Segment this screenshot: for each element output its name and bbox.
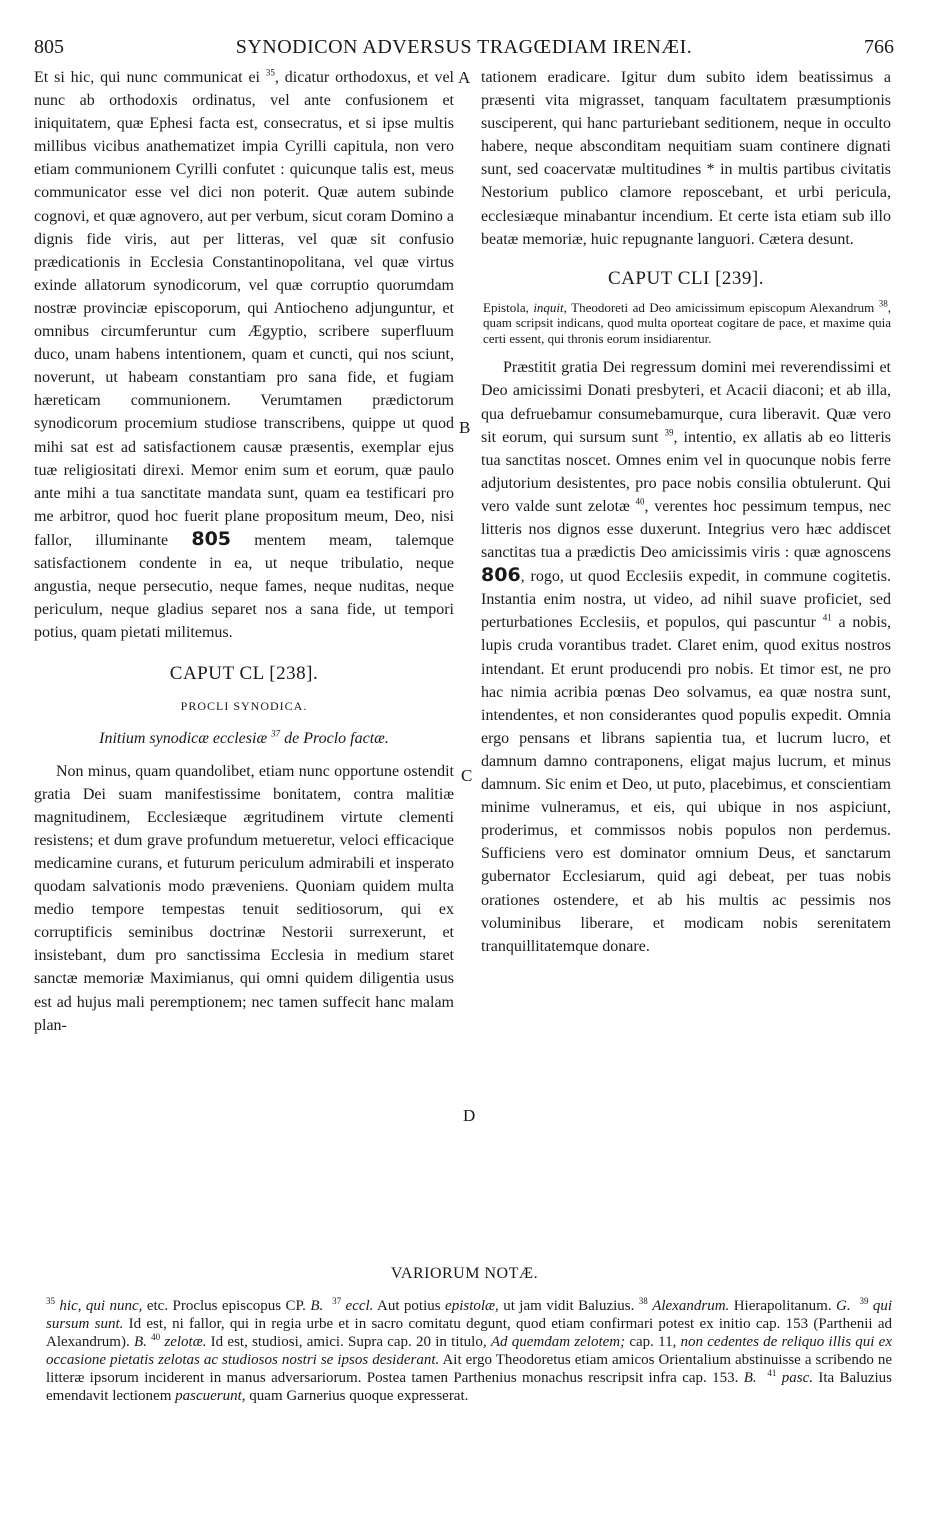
note-38-lemma: Alexandrum.	[652, 1298, 730, 1314]
argument-text-a: Epistola,	[483, 299, 534, 315]
note-40-lemma: zelotæ.	[164, 1334, 207, 1350]
note-number-41: 41	[767, 1368, 777, 1378]
footnote-ref-37: 37	[271, 728, 281, 739]
note-41-italic: pascuerunt,	[175, 1388, 246, 1404]
column-number-806: 806	[481, 564, 521, 587]
note-37-text-b: ut jam vidit Baluzius.	[498, 1298, 635, 1314]
note-40-text-a: Id est, studiosi, amici. Supra cap. 20 in titulo,	[206, 1334, 491, 1350]
right-paragraph-1	[481, 356, 891, 957]
footnote-ref-39: 39	[664, 427, 674, 438]
note-39-lemma: qui sursum sunt.	[46, 1298, 893, 1332]
note-number-35: 35	[46, 1296, 55, 1306]
note-number-37: 37	[332, 1296, 342, 1306]
column-number-805: 805	[191, 527, 232, 550]
page-number-right: 766	[864, 36, 894, 58]
left-paragraph-2: Non minus, quam quandolibet, etiam nunc opportune ostendit gratia Dei suam manifestissime bonitatem, contra malitiæ magnitudinem, Ecclesiæque ægritudinem virtute clementi resistens; et dum grave profundum metueretur, veloci efficacique medicamine curans, et futurum periculum admirabili et insperato quodam salvationis modo præveniens. Quoniam quidem multa medio tempore tempestas tenuit seditiosorum, qui ex corruptificis seminibus doctrinæ Nestorii surrexerunt, et insistebant, dum pro sanctissima Ecclesia in medium staret sanctæ memoriæ Maximianus, qui omni quidem diligentia usus est ad hujus mali peremptionem; nec tamen suffecit hanc malam plan-	[34, 762, 454, 1034]
left-p1-text-c: mentem meam, talemque satisfactionem condente in ea, ut neque tribulatio, neque angustia, neque persecutio, neque fames, neque nuditas, neque periculum, neque gladius separet nos a sana fide, ut tempori potius, quam pietati militemus.	[34, 531, 454, 642]
right-paragraph-0: tationem eradicare. Igitur dum subito idem beatissimus a præsenti vita migrasset, tanquam facultatem præsumptionis susciperent, qui hanc parturiebant seditionem, neque in occulto habere, neque absconditam nequitiam suam continere dignati sunt, sed coacervatæ multitudines * in multis partibus civitatis Nestorium publico clamore reposcebant, et urbi pericula, ecclesiæque minabantur incendium. Et certe ista etiam sub illo beatæ memoriæ, huic repugnante languori. Cætera desunt.	[481, 69, 891, 248]
argument-text-b: , Theodoreti ad Deo amicissimum episcopum Alexandrum	[563, 299, 879, 315]
running-title: SYNODICON ADVERSUS TRAGŒDIAM IRENÆI.	[235, 36, 693, 58]
right-p1-text-e: a nobis, lupis cruda vorantibus tradet. Claret enim, quod exitus nostros intendant. Et erunt producendi pro nobis. Et timor est, ne pro hac nimia acribia pœnas Deo solvamus, ea quæ nostra sunt, intendentes, et non considerantes quod populis expedit. Omnia ergo pensans et librans sapientia tua, et lucrum lucro, et damnum damno contraponens, eligat majus lucrum, et minus damnum. Sic enim et Deo, ut puto, placebimus, et conscientiam minime vulneramus, et eis, qui ubique in nos aspiciunt, proderimus, et commissos nobis populos non perdemus. Sufficiens vero est dominator omnium Deus, et sanctarum gubernator Ecclesiarum, quid agi debeat, per tuas nobis orationes ostendere, et ab his multis ac pessimis nos voluminibus liberare, et modicam nobis serenitatem tranquillitatemque donare.	[481, 614, 891, 955]
note-41-lemma: pasc.	[781, 1370, 813, 1386]
chapter-heading-cli: CAPUT CLI [239].	[608, 267, 764, 289]
note-37-text-a: Aut potius	[373, 1298, 446, 1314]
incipit-text-b: de Proclo factæ.	[280, 729, 389, 747]
right-p1-text-c: , verentes hoc pessimum tempus, nec litteris nos dignos esse duxerunt. Integrius vero hæc addiscet sanctitas tua a prædictis Deo amicissimis viris : quæ agnoscens	[481, 497, 892, 562]
running-header	[34, 36, 894, 62]
note-number-38: 38	[638, 1296, 648, 1306]
left-p1-text-b: , dicatur orthodoxus, et vel nunc ab orthodoxis ordinatus, vel ante confusionem et iniquitatem, quæ Ephesi facta est, consecratus, et si ipse multis millibus vicibus anathematizet impia Cyrilli capitula, non vero etiam communionem Cyrilli confutet : quicunque talis est, meus communicator esse vel dici non poterit. Quæ autem subinde cognovi, et quæ agnovero, aut per verbum, sicut coram Domino a dignis fide viris, aut per litteras, vel quæ sit confusio prædicationis in Ecclesia Constantinopolitana, vel quæ virtus exinde allatorum synodicorum, vel quæ corruptio quorumdam nostræ provinciæ episcoporum, qui Antiocheno adjunguntur, et omnibus circumferuntur cum Ægyptio, scribere superfluum duco, unam habens intentionem, quam et cuncti, qui nos sciunt, noverunt, ut habeam constantiam pro sana fide, et fugiam hæreticam communionem. Verumtamen prædictorum synodicorum procemium studiose transcribens, quippe ut quod mihi sat est ad satisfactionem causæ præsentis, exemplar ejus tuæ religiositati direxi. Memor enim sum et eorum, quæ paulo ante mihi a tua sanctitate mandata sunt, quam ea testificari pro me arbitror, quod hoc fuerit plane propositum meum, Deo, nisi fallor, illuminante	[34, 69, 455, 549]
note-39-text: Id est, ni fallor, qui in regia urbe et in sacro comitatu degunt, quod etiam confirmari potest ex initio cap. 153 (Parthenii ad Alexandrum).	[46, 1316, 892, 1350]
right-column	[481, 66, 891, 958]
note-35-lemma: hic, qui nunc,	[59, 1298, 143, 1314]
margin-letter-d: D	[463, 1106, 476, 1125]
notes-heading: VARIORUM NOTÆ.	[390, 1265, 539, 1282]
footnote-ref-35: 35	[265, 67, 275, 78]
variorum-notes	[46, 1297, 892, 1405]
note-41-text-a: Ita Baluzius emendavit lectionem	[46, 1370, 893, 1404]
note-40-siglum: B.	[743, 1370, 757, 1386]
left-paragraph-1	[34, 66, 454, 644]
footnote-ref-40: 40	[635, 496, 645, 507]
margin-letter-c: C	[461, 766, 473, 785]
argument-inquit: inquit	[533, 299, 564, 315]
right-p1-text-a: Præstitit gratia Dei regressum domini mei reverendissimi et Deo amicissimi Donati presbyteri, et Acacii diaconi; et ab illa, qua defruebamur consumebamurque, cura liberavit. Quæ vero sit eorum, qui sursum sunt	[481, 359, 891, 446]
note-number-40: 40	[151, 1332, 161, 1342]
footnote-ref-41: 41	[822, 613, 832, 624]
note-40-text-c: Ait ergo Theodoretus etiam amicos Orientalium abstinuisse a scribendo ne litteræ ipsorum inciderent in manus adversariorum. Postea tamen Parthenius monachus rescripsit infra cap. 153.	[46, 1352, 892, 1386]
margin-letter-b: B	[459, 418, 471, 437]
argument-text-c: , quam scripsit indicans, quod multa oporteat cogitare de pace, et maxime quia certi essent, qui thronis eorum insidiarentur.	[483, 299, 891, 346]
incipit-text-a: Initium synodicæ ecclesiæ	[99, 729, 272, 747]
note-37-italic: epistolæ,	[445, 1298, 499, 1314]
note-number-39: 39	[859, 1296, 869, 1306]
margin-letter-a: A	[458, 68, 471, 87]
note-38-text: Hierapolitanum.	[729, 1298, 837, 1314]
note-35-text: etc. Proclus episcopus CP.	[142, 1298, 311, 1314]
note-38-siglum: G.	[836, 1298, 851, 1314]
note-40-text-b: cap. 11,	[625, 1334, 681, 1350]
note-35-siglum: B.	[310, 1298, 324, 1314]
left-p1-text-a: Et si hic, qui nunc communicat ei	[34, 69, 266, 86]
incipit-line	[34, 727, 454, 750]
note-41-text-b: quam Garnerius quoque expresserat.	[245, 1388, 469, 1404]
left-column	[34, 66, 454, 1037]
chapter-subtitle: PROCLI SYNODICA.	[180, 699, 308, 714]
chapter-argument	[481, 300, 891, 347]
chapter-heading-cl: CAPUT CL [238].	[169, 663, 319, 685]
right-p1-text-d: , rogo, ut quod Ecclesiis expedit, in commune cogitetis. Instantia enim nostra, ut video, ad nihil suave proficiet, sed perturbationes Ecclesiis, et populos, qui pascuntur	[481, 568, 891, 632]
page-number-left: 805	[34, 36, 64, 58]
notes-block	[46, 1297, 892, 1405]
note-39-siglum: B.	[133, 1334, 147, 1350]
note-40-italic-2: non cedentes de reliquo illis qui ex occasione pietatis zelotas ac studiosos nostri se ipsos desiderant.	[46, 1334, 892, 1368]
footnote-ref-38: 38	[878, 298, 888, 309]
note-40-italic-1: Ad quemdam zelotem;	[490, 1334, 626, 1350]
right-p1-text-b: , intentio, ex allatis ab eo litteris tua sanctitas noscet. Omnes enim vel in quocunque nobis ferre adjutorium desistentes, pro pace nobis consilia obtulerunt. Qui vero valde sunt zelotæ	[481, 428, 892, 515]
note-37-lemma: eccl.	[345, 1298, 374, 1314]
